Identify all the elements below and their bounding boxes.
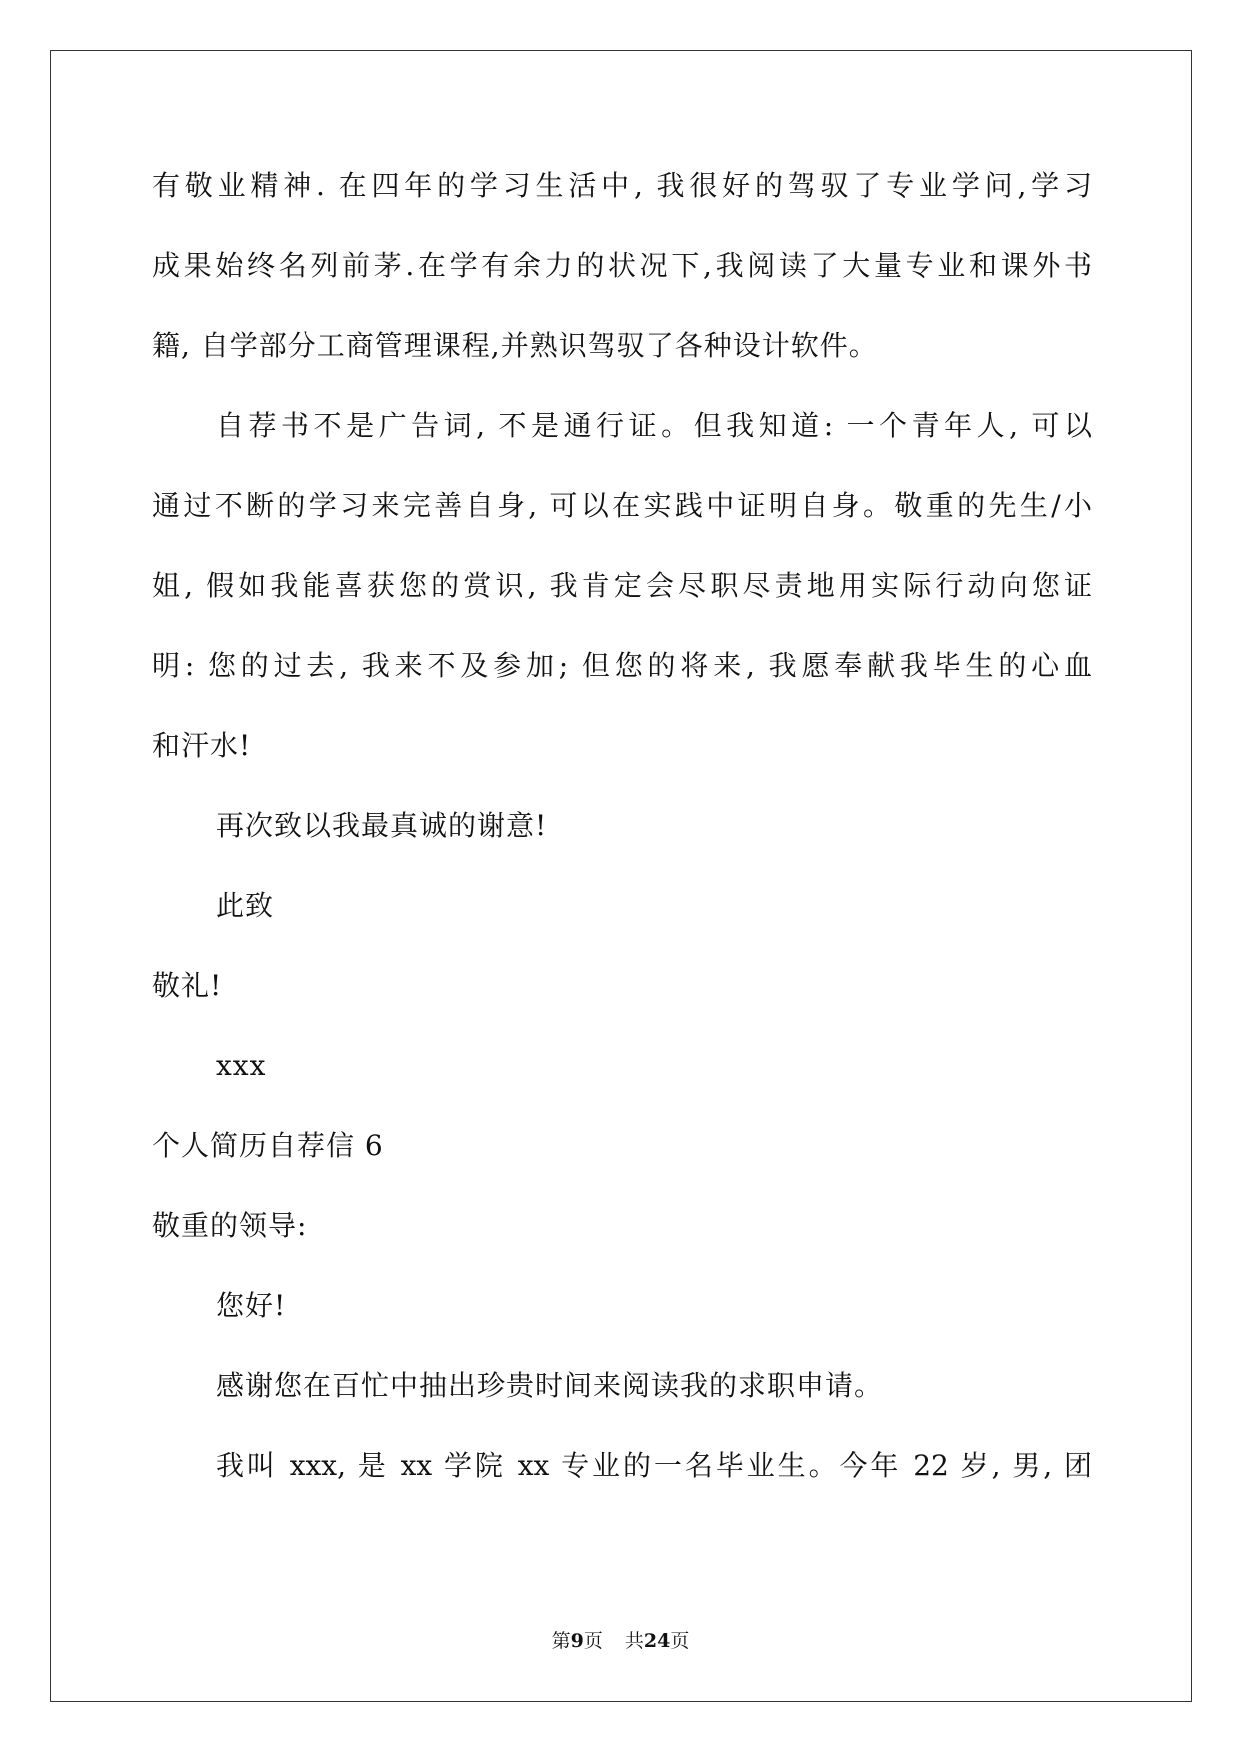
total-prefix: 共	[624, 1630, 644, 1652]
letter-hello: 您好!	[216, 1289, 287, 1322]
section-title: 个人简历自荐信 6	[152, 1129, 384, 1162]
text-line-6: 姐, 假如我能喜获您的赏识, 我肯定会尽职尽责地用实际行动向您证	[152, 569, 1092, 602]
text-line-16: 感谢您在百忙中抽出珍贵时间来阅读我的求职申请。	[216, 1369, 884, 1402]
page-prefix: 第	[551, 1630, 571, 1652]
text-line-17: 我叫 xxx, 是 xx 学院 xx 专业的一名毕业生。今年 22 岁, 男, 团	[216, 1449, 1092, 1482]
closing-regards: 敬礼!	[152, 969, 223, 1002]
text-line-7: 明: 您的过去, 我来不及参加; 但您的将来, 我愿奉献我毕生的心血	[152, 649, 1092, 682]
page-suffix: 页	[583, 1630, 603, 1652]
page-footer	[0, 1629, 1241, 1653]
text-line-3: 籍, 自学部分工商管理课程,并熟识驾驭了各种设计软件。	[152, 329, 878, 362]
text-line-2: 成果始终名列前茅.在学有余力的状况下,我阅读了大量专业和课外书	[152, 249, 1092, 282]
text-line-9: 再次致以我最真诚的谢意!	[216, 809, 548, 842]
text-line-4: 自荐书不是广告词, 不是通行证。但我知道: 一个青年人, 可以	[216, 409, 1092, 442]
text-line-5: 通过不断的学习来完善自身, 可以在实践中证明自身。敬重的先生/小	[152, 489, 1092, 522]
closing-salutation: 此致	[216, 889, 275, 922]
total-suffix: 页	[670, 1630, 690, 1652]
letter-greeting: 敬重的领导:	[152, 1209, 308, 1242]
text-line-8: 和汗水!	[152, 729, 252, 762]
signature-name: xxx	[216, 1049, 267, 1082]
page-number: 9	[570, 1630, 584, 1652]
text-line-1: 有敬业精神. 在四年的学习生活中, 我很好的驾驭了专业学问,学习	[152, 169, 1092, 202]
total-pages: 24	[643, 1630, 671, 1652]
